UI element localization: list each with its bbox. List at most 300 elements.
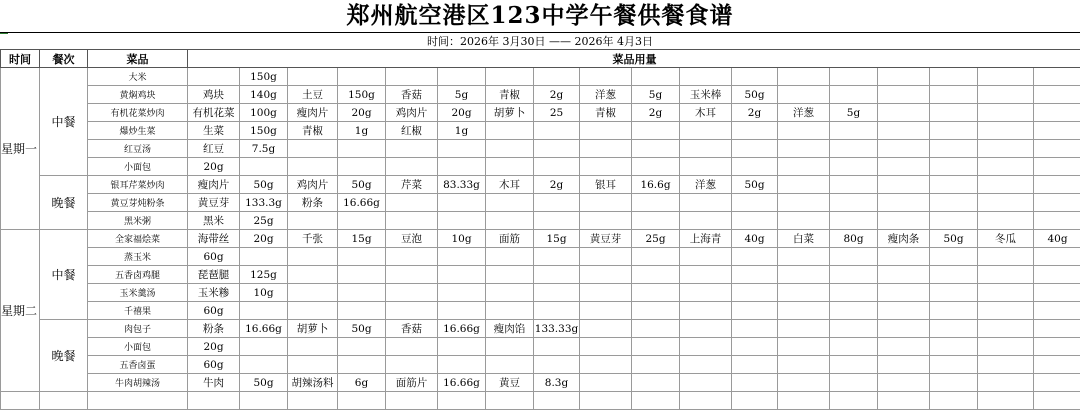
table-row <box>1 194 1080 212</box>
ingredient-amount: 150g <box>338 86 386 104</box>
ingredient-amount: 10g <box>240 284 288 302</box>
empty-cell <box>386 392 438 410</box>
ingredient-amount: 20g <box>188 158 240 176</box>
dish-name: 大米 <box>88 68 188 86</box>
empty-cell <box>778 266 830 284</box>
ingredient-name: 黄豆芽 <box>580 230 632 248</box>
ingredient-amount: 80g <box>830 230 878 248</box>
empty-cell <box>1034 194 1080 212</box>
empty-cell <box>732 212 778 230</box>
empty-cell <box>534 140 580 158</box>
empty-cell <box>878 320 930 338</box>
dish-name: 银耳芹菜炒肉 <box>88 176 188 194</box>
ingredient-name: 面筋片 <box>386 374 438 392</box>
ingredient-amount: 16.66g <box>438 374 486 392</box>
ingredient-amount: 2g <box>632 104 680 122</box>
empty-cell <box>878 158 930 176</box>
empty-cell <box>878 212 930 230</box>
ingredient-amount: 60g <box>188 248 240 266</box>
empty-cell <box>680 68 732 86</box>
ingredient-amount: 5g <box>438 86 486 104</box>
empty-cell <box>580 320 632 338</box>
empty-cell <box>732 356 778 374</box>
ingredient-name: 香菇 <box>386 86 438 104</box>
empty-cell <box>930 248 978 266</box>
empty-cell <box>580 302 632 320</box>
ingredient-name <box>188 68 240 86</box>
empty-cell <box>1034 176 1080 194</box>
empty-cell <box>580 338 632 356</box>
empty-cell <box>978 338 1034 356</box>
ingredient-name: 洋葱 <box>680 176 732 194</box>
empty-cell <box>878 266 930 284</box>
empty-cell <box>830 68 878 86</box>
ingredient-amount: 83.33g <box>438 176 486 194</box>
empty-cell <box>930 212 978 230</box>
empty-cell <box>680 266 732 284</box>
empty-cell <box>534 284 580 302</box>
empty-cell <box>878 194 930 212</box>
empty-cell <box>732 194 778 212</box>
empty-cell <box>632 392 680 410</box>
empty-cell <box>438 392 486 410</box>
ingredient-amount: 50g <box>930 230 978 248</box>
ingredient-amount: 20g <box>240 230 288 248</box>
empty-cell <box>978 392 1034 410</box>
ingredient-amount: 15g <box>338 230 386 248</box>
empty-cell <box>580 122 632 140</box>
empty-cell <box>830 284 878 302</box>
empty-cell <box>386 302 438 320</box>
dish-name: 小面包 <box>88 338 188 356</box>
empty-cell <box>978 284 1034 302</box>
ingredient-amount: 16.66g <box>240 320 288 338</box>
empty-cell <box>438 158 486 176</box>
dish-name: 玉米羹汤 <box>88 284 188 302</box>
ingredient-name: 瘦肉片 <box>188 176 240 194</box>
ingredient-name: 冬瓜 <box>978 230 1034 248</box>
empty-cell <box>978 212 1034 230</box>
empty-cell <box>1034 158 1080 176</box>
empty-cell <box>438 194 486 212</box>
empty-cell <box>632 374 680 392</box>
day-label: 星期一 <box>1 68 40 230</box>
empty-cell <box>680 212 732 230</box>
empty-cell <box>978 194 1034 212</box>
ingredient-name: 黑米 <box>188 212 240 230</box>
empty-cell <box>1034 212 1080 230</box>
ingredient-name: 豆泡 <box>386 230 438 248</box>
empty-cell <box>732 68 778 86</box>
empty-cell <box>732 284 778 302</box>
empty-cell <box>438 212 486 230</box>
empty-cell <box>930 176 978 194</box>
empty-cell <box>830 158 878 176</box>
empty-cell <box>240 302 288 320</box>
empty-cell <box>732 320 778 338</box>
empty-cell <box>288 302 338 320</box>
empty-cell <box>778 392 830 410</box>
empty-cell <box>830 392 878 410</box>
ingredient-amount: 6g <box>338 374 386 392</box>
ingredient-name: 青椒 <box>486 86 534 104</box>
empty-cell <box>778 320 830 338</box>
empty-cell <box>930 284 978 302</box>
empty-cell <box>188 392 240 410</box>
table-row <box>1 86 1080 104</box>
ingredient-name: 瘦肉片 <box>288 104 338 122</box>
empty-cell <box>680 392 732 410</box>
empty-cell <box>680 158 732 176</box>
empty-cell <box>830 194 878 212</box>
empty-cell <box>978 248 1034 266</box>
empty-cell <box>438 266 486 284</box>
dish-name: 牛肉胡辣汤 <box>88 374 188 392</box>
empty-cell <box>680 320 732 338</box>
ingredient-amount: 133.3g <box>240 194 288 212</box>
table-row <box>1 302 1080 320</box>
empty-cell <box>580 392 632 410</box>
empty-cell <box>632 212 680 230</box>
empty-cell <box>632 248 680 266</box>
empty-cell <box>534 122 580 140</box>
empty-cell <box>878 338 930 356</box>
empty-cell <box>338 212 386 230</box>
empty-cell <box>680 122 732 140</box>
empty-cell <box>486 266 534 284</box>
empty-cell <box>978 68 1034 86</box>
empty-cell <box>580 140 632 158</box>
empty-cell <box>778 68 830 86</box>
empty-cell <box>830 302 878 320</box>
empty-cell <box>680 140 732 158</box>
table-row <box>1 266 1080 284</box>
empty-cell <box>438 284 486 302</box>
empty-cell <box>732 266 778 284</box>
empty-cell <box>878 392 930 410</box>
empty-cell <box>486 158 534 176</box>
empty-cell <box>632 68 680 86</box>
table-row <box>1 122 1080 140</box>
empty-cell <box>288 68 338 86</box>
empty-cell <box>1034 248 1080 266</box>
empty-cell <box>878 284 930 302</box>
dish-name: 爆炒生菜 <box>88 122 188 140</box>
ingredient-name: 玉米棒 <box>680 86 732 104</box>
empty-cell <box>1034 68 1080 86</box>
empty-cell <box>486 248 534 266</box>
empty-cell <box>288 248 338 266</box>
empty-cell <box>386 194 438 212</box>
ingredient-name: 粉条 <box>188 320 240 338</box>
empty-cell <box>732 374 778 392</box>
ingredient-name: 黄豆芽 <box>188 194 240 212</box>
empty-cell <box>1034 338 1080 356</box>
empty-cell <box>878 248 930 266</box>
table-row <box>1 392 1080 410</box>
empty-cell <box>338 140 386 158</box>
empty-cell <box>338 158 386 176</box>
empty-cell <box>978 140 1034 158</box>
empty-cell <box>680 338 732 356</box>
ingredient-name: 瘦肉馅 <box>486 320 534 338</box>
empty-cell <box>580 266 632 284</box>
empty-cell <box>486 284 534 302</box>
empty-cell <box>580 212 632 230</box>
empty-cell <box>1034 104 1080 122</box>
empty-cell <box>732 140 778 158</box>
empty-cell <box>288 284 338 302</box>
empty-cell <box>288 392 338 410</box>
empty-cell <box>1034 122 1080 140</box>
ingredient-amount: 50g <box>240 176 288 194</box>
empty-cell <box>534 266 580 284</box>
dish-name: 有机花菜炒肉 <box>88 104 188 122</box>
empty-cell <box>930 356 978 374</box>
ingredient-name: 红椒 <box>386 122 438 140</box>
empty-cell <box>338 392 386 410</box>
dish-name: 肉包子 <box>88 320 188 338</box>
ingredient-amount: 100g <box>240 104 288 122</box>
dish-name: 红豆汤 <box>88 140 188 158</box>
header-dish: 菜品 <box>88 50 188 68</box>
ingredient-amount: 50g <box>338 176 386 194</box>
empty-cell <box>978 86 1034 104</box>
empty-cell <box>386 140 438 158</box>
empty-cell <box>830 140 878 158</box>
empty-cell <box>978 266 1034 284</box>
dish-name: 蒸玉米 <box>88 248 188 266</box>
empty-cell <box>978 374 1034 392</box>
empty-cell <box>878 302 930 320</box>
empty-cell <box>1034 284 1080 302</box>
empty-cell <box>1034 140 1080 158</box>
ingredient-amount: 2g <box>534 86 580 104</box>
empty-cell <box>778 338 830 356</box>
empty-cell <box>438 68 486 86</box>
ingredient-name: 银耳 <box>580 176 632 194</box>
empty-cell <box>580 158 632 176</box>
empty-cell <box>386 212 438 230</box>
ingredient-name: 鸡肉片 <box>288 176 338 194</box>
empty-cell <box>1 392 40 410</box>
empty-cell <box>534 68 580 86</box>
empty-cell <box>486 212 534 230</box>
empty-cell <box>486 68 534 86</box>
empty-cell <box>534 356 580 374</box>
empty-cell <box>778 122 830 140</box>
empty-cell <box>534 302 580 320</box>
ingredient-amount: 7.5g <box>240 140 288 158</box>
empty-cell <box>240 248 288 266</box>
empty-cell <box>486 302 534 320</box>
empty-cell <box>1034 320 1080 338</box>
empty-cell <box>386 356 438 374</box>
empty-cell <box>878 356 930 374</box>
ingredient-name: 白菜 <box>778 230 830 248</box>
empty-cell <box>438 356 486 374</box>
empty-cell <box>830 266 878 284</box>
table-row <box>1 284 1080 302</box>
empty-cell <box>40 392 88 410</box>
menu-table <box>0 49 1080 410</box>
ingredient-name: 鸡肉片 <box>386 104 438 122</box>
ingredient-name: 青椒 <box>288 122 338 140</box>
empty-cell <box>830 338 878 356</box>
empty-cell <box>878 374 930 392</box>
empty-cell <box>288 266 338 284</box>
ingredient-amount: 10g <box>438 230 486 248</box>
ingredient-amount: 16.66g <box>338 194 386 212</box>
empty-cell <box>680 356 732 374</box>
ingredient-amount: 5g <box>830 104 878 122</box>
ingredient-name: 胡萝卜 <box>288 320 338 338</box>
ingredient-name: 面筋 <box>486 230 534 248</box>
empty-cell <box>1034 266 1080 284</box>
ingredient-name: 木耳 <box>680 104 732 122</box>
empty-cell <box>778 356 830 374</box>
empty-cell <box>386 266 438 284</box>
empty-cell <box>778 284 830 302</box>
empty-cell <box>338 302 386 320</box>
empty-cell <box>386 68 438 86</box>
table-row <box>1 176 1080 194</box>
empty-cell <box>338 68 386 86</box>
ingredient-name: 黄豆 <box>486 374 534 392</box>
empty-cell <box>240 158 288 176</box>
empty-cell <box>288 212 338 230</box>
ingredient-amount: 60g <box>188 302 240 320</box>
empty-cell <box>878 140 930 158</box>
header-time: 时间 <box>1 50 40 68</box>
empty-cell <box>438 248 486 266</box>
empty-cell <box>486 356 534 374</box>
ingredient-amount: 2g <box>732 104 778 122</box>
ingredient-name: 海带丝 <box>188 230 240 248</box>
empty-cell <box>930 392 978 410</box>
empty-cell <box>778 86 830 104</box>
empty-cell <box>830 122 878 140</box>
ingredient-name: 鸡块 <box>188 86 240 104</box>
empty-cell <box>778 140 830 158</box>
ingredient-amount: 50g <box>240 374 288 392</box>
ingredient-name: 上海青 <box>680 230 732 248</box>
empty-cell <box>878 68 930 86</box>
table-row <box>1 338 1080 356</box>
empty-cell <box>732 302 778 320</box>
table-header-row <box>1 50 1080 68</box>
empty-cell <box>534 158 580 176</box>
empty-cell <box>632 194 680 212</box>
empty-cell <box>680 248 732 266</box>
empty-cell <box>778 302 830 320</box>
empty-cell <box>978 122 1034 140</box>
ingredient-name: 土豆 <box>288 86 338 104</box>
dish-name: 黄豆芽炖粉条 <box>88 194 188 212</box>
empty-cell <box>288 338 338 356</box>
empty-cell <box>240 356 288 374</box>
meal-label: 中餐 <box>40 230 88 320</box>
dish-name: 全家福烩菜 <box>88 230 188 248</box>
empty-cell <box>930 320 978 338</box>
empty-cell <box>632 320 680 338</box>
empty-cell <box>778 194 830 212</box>
empty-cell <box>438 302 486 320</box>
empty-cell <box>438 338 486 356</box>
ingredient-name: 玉米糁 <box>188 284 240 302</box>
ingredient-amount: 5g <box>632 86 680 104</box>
empty-cell <box>88 392 188 410</box>
empty-cell <box>534 248 580 266</box>
ingredient-name: 瘦肉条 <box>878 230 930 248</box>
table-row <box>1 68 1080 86</box>
empty-cell <box>580 284 632 302</box>
empty-cell <box>632 122 680 140</box>
empty-cell <box>338 356 386 374</box>
empty-cell <box>386 248 438 266</box>
table-row <box>1 230 1080 248</box>
empty-cell <box>580 356 632 374</box>
ingredient-amount: 60g <box>188 356 240 374</box>
empty-cell <box>830 86 878 104</box>
ingredient-amount: 140g <box>240 86 288 104</box>
empty-cell <box>978 320 1034 338</box>
ingredient-amount: 1g <box>338 122 386 140</box>
empty-cell <box>240 392 288 410</box>
page-title: 郑州航空港区123中学午餐供餐食谱 <box>0 0 1080 32</box>
ingredient-amount: 50g <box>732 86 778 104</box>
ingredient-name: 木耳 <box>486 176 534 194</box>
empty-cell <box>632 284 680 302</box>
table-row <box>1 104 1080 122</box>
table-row <box>1 140 1080 158</box>
dish-name: 五香卤蛋 <box>88 356 188 374</box>
empty-cell <box>680 284 732 302</box>
empty-cell <box>632 140 680 158</box>
empty-cell <box>930 140 978 158</box>
empty-cell <box>680 302 732 320</box>
table-row <box>1 212 1080 230</box>
empty-cell <box>878 104 930 122</box>
empty-cell <box>1034 356 1080 374</box>
table-row <box>1 320 1080 338</box>
empty-cell <box>930 86 978 104</box>
ingredient-amount: 15g <box>534 230 580 248</box>
empty-cell <box>1034 374 1080 392</box>
empty-cell <box>1034 392 1080 410</box>
table-row <box>1 248 1080 266</box>
empty-cell <box>486 140 534 158</box>
empty-cell <box>930 104 978 122</box>
empty-cell <box>288 140 338 158</box>
empty-cell <box>386 338 438 356</box>
ingredient-amount: 150g <box>240 122 288 140</box>
empty-cell <box>680 194 732 212</box>
ingredient-amount: 8.3g <box>534 374 580 392</box>
table-row <box>1 158 1080 176</box>
empty-cell <box>830 356 878 374</box>
empty-cell <box>632 356 680 374</box>
ingredient-amount: 133.33g <box>534 320 580 338</box>
empty-cell <box>438 140 486 158</box>
ingredient-name: 红豆 <box>188 140 240 158</box>
empty-cell <box>732 392 778 410</box>
ingredient-name: 胡萝卜 <box>486 104 534 122</box>
empty-cell <box>830 176 878 194</box>
empty-cell <box>978 176 1034 194</box>
table-row <box>1 356 1080 374</box>
ingredient-name: 青椒 <box>580 104 632 122</box>
